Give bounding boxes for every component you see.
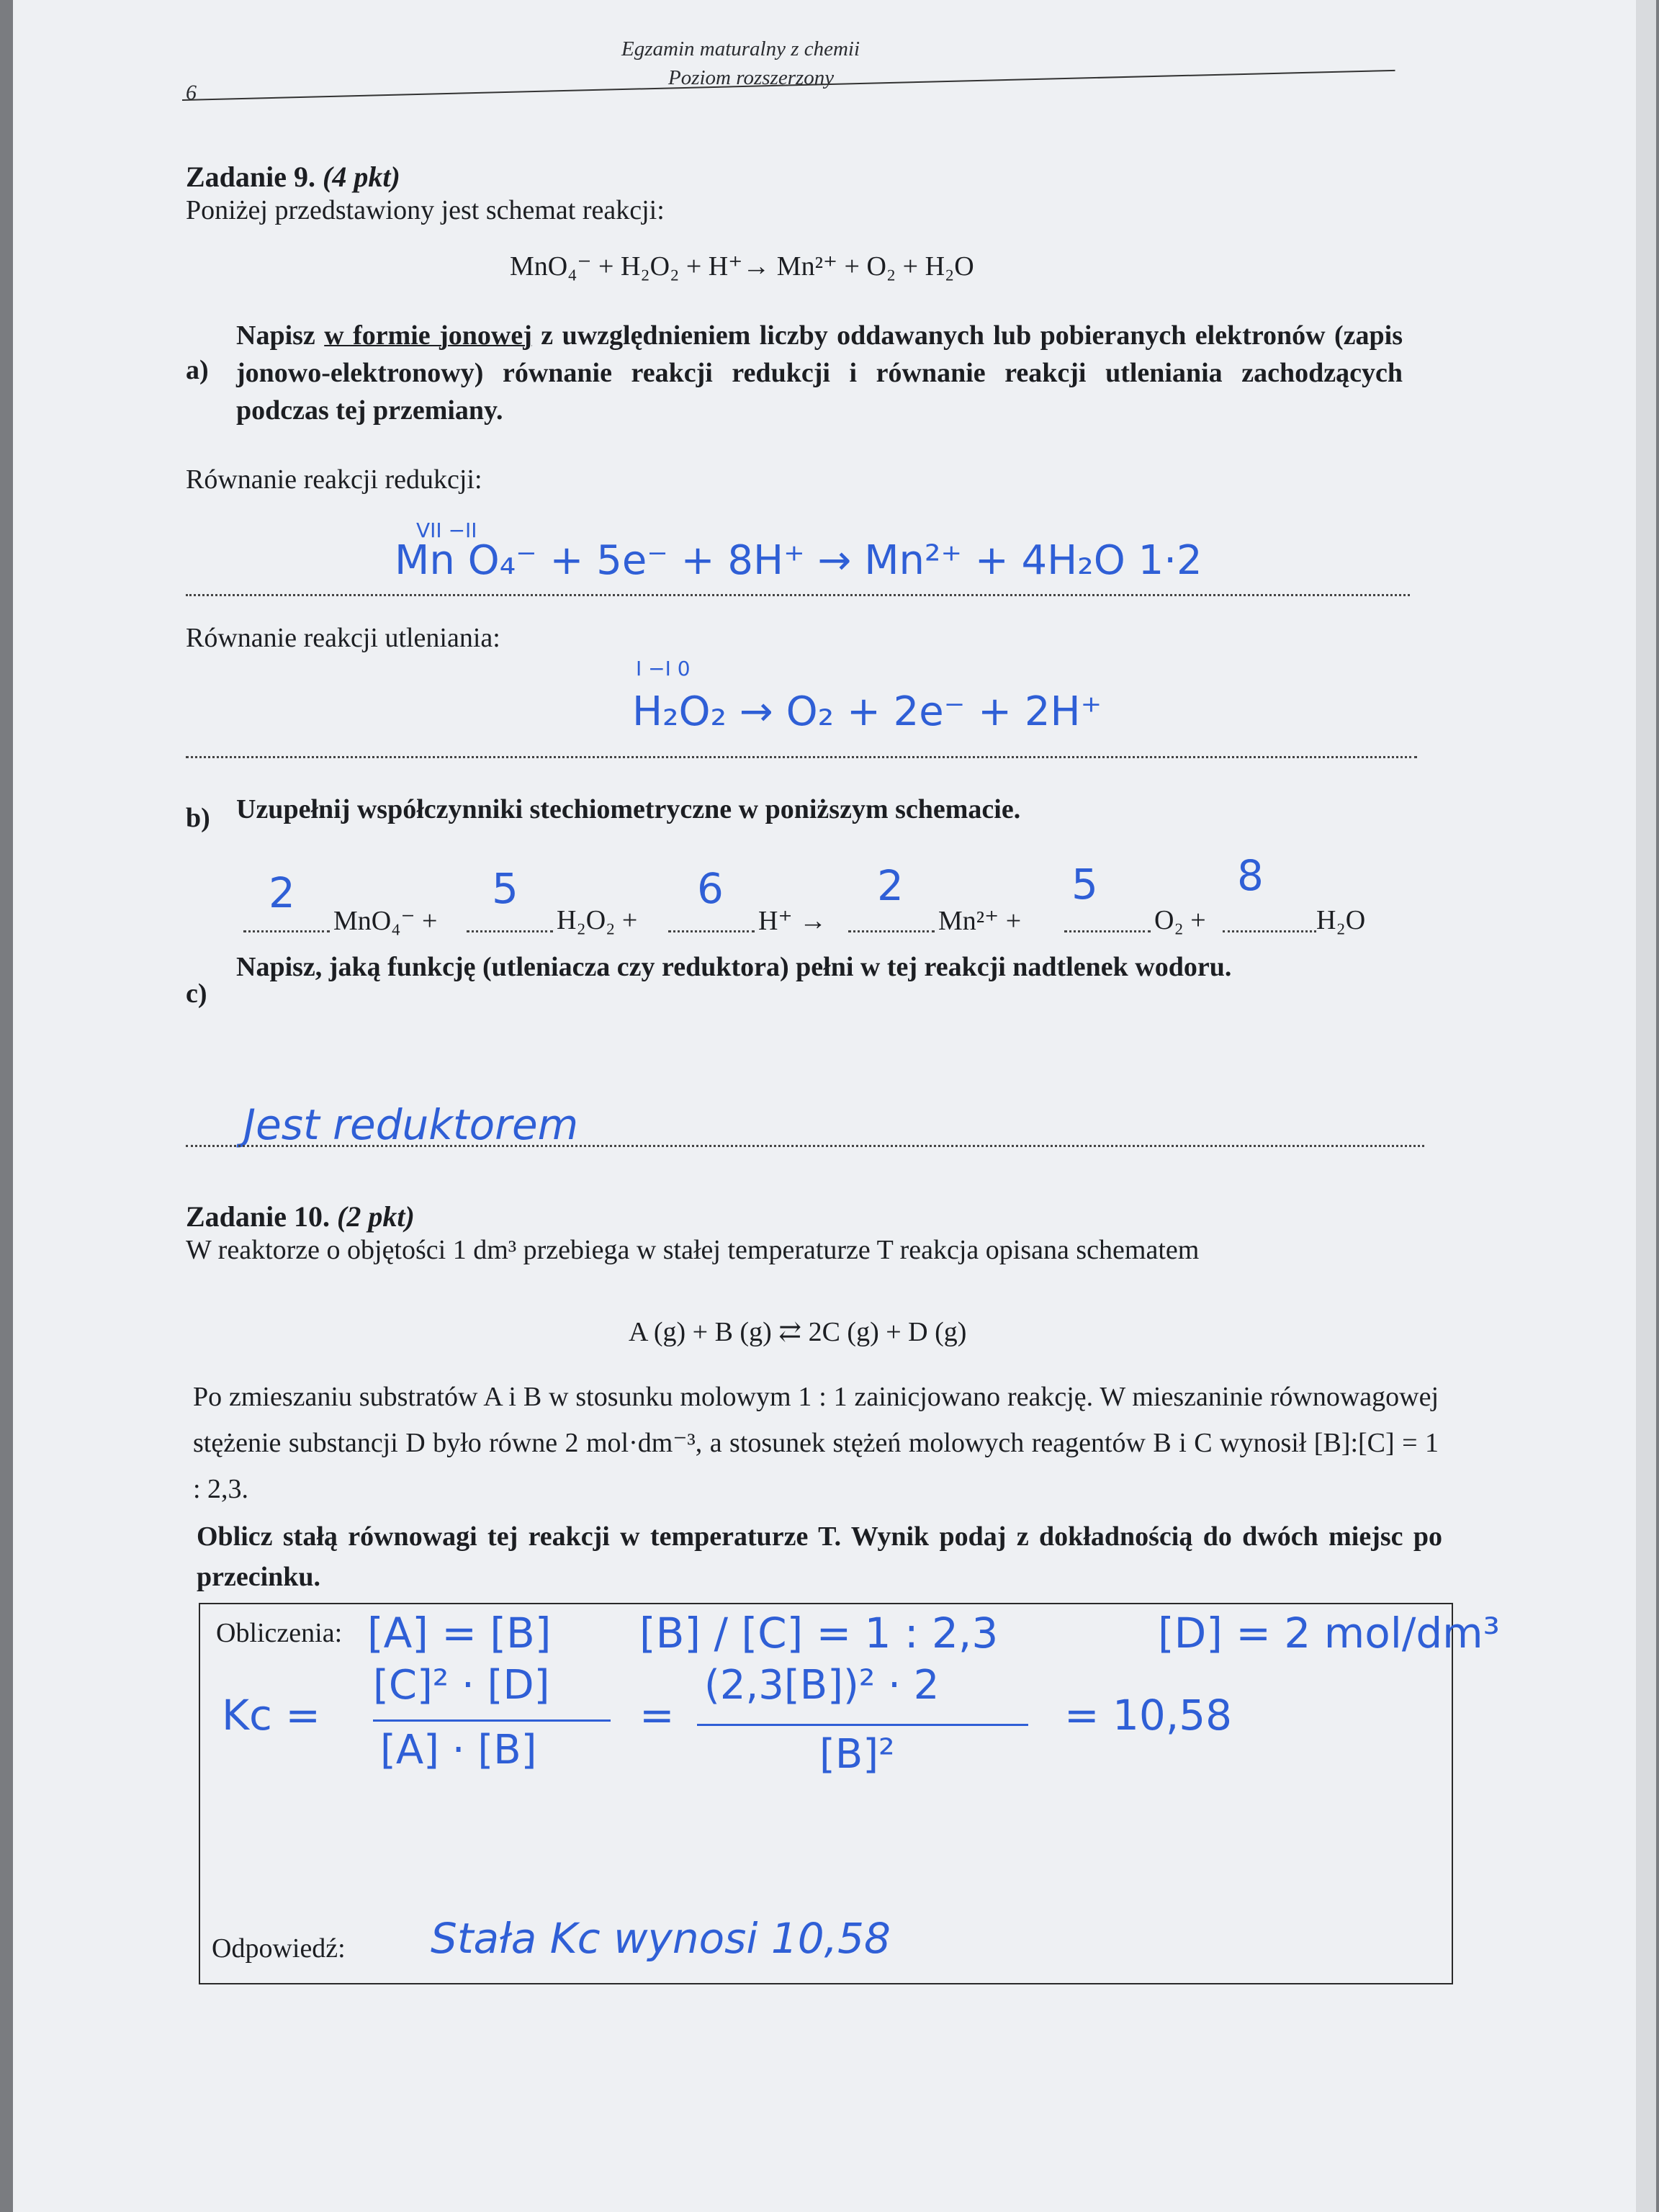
page-number: 6: [186, 81, 197, 104]
oxidation-answer-line: [186, 756, 1417, 758]
exam-title: Egzamin maturalny z chemii: [621, 37, 860, 60]
c-answer: Jest reduktorem: [243, 1100, 579, 1149]
coef-blank-mno4: [243, 930, 330, 932]
reduction-answer-line: [186, 594, 1410, 596]
oxidation-answer: H₂O₂ → O₂ + 2e⁻ + 2H⁺: [632, 688, 1102, 735]
reduction-oxidation-states: VII −II: [416, 518, 477, 542]
kc-substituted-denominator: [B]²: [819, 1731, 895, 1778]
task10-conditions: Po zmieszaniu substratów A i B w stosunku molowym 1 : 1 zainicjowano reakcję. W mieszaninie równowagowej stężenie substancji D było równe 2 mol·dm⁻³, a stosunek stężeń molowych reagentów B i C wynosił [B]:[C] = 1 : 2,3.: [193, 1382, 1439, 1504]
coef-blank-h2o2: [467, 930, 553, 932]
task10-reaction: A (g) + B (g) ⇄ 2C (g) + D (g): [629, 1317, 967, 1347]
equals-sign: =: [639, 1691, 675, 1740]
coef-blank-o2: [1064, 930, 1151, 932]
final-answer: Stała Kc wynosi 10,58: [431, 1914, 891, 1963]
oxidation-oxidation-states: I −I 0: [636, 657, 691, 680]
species-mno4: MnO₄⁻ +: [333, 906, 438, 936]
exam-level: Poziom rozszerzony: [668, 66, 835, 89]
task9-c-label: c): [186, 979, 207, 1009]
calc-d-concentration: [D] = 2 mol/dm³: [1158, 1609, 1500, 1658]
species-h: H⁺ →: [758, 906, 827, 936]
task9-intro: Poniżej przedstawiony jest schemat reakcji:: [186, 195, 665, 225]
kc-substituted-numerator: (2,3[B])² · 2: [704, 1662, 940, 1709]
calculations-label: Obliczenia:: [216, 1618, 343, 1648]
kc-numerator: [C]² · [D]: [373, 1662, 550, 1709]
c-answer-line: [186, 1145, 1424, 1147]
answer-label: Odpowiedź:: [212, 1933, 346, 1964]
reduction-label: Równanie reakcji redukcji:: [186, 464, 482, 495]
kc-substituted-fraction-bar: [697, 1724, 1028, 1726]
reduction-answer: Mn O₄⁻ + 5e⁻ + 8H⁺ → Mn²⁺ + 4H₂O 1·2: [395, 537, 1202, 584]
exam-page: [13, 0, 1642, 2212]
kc-symbol: Kc =: [222, 1691, 320, 1740]
calc-a-equals-b: [A] = [B]: [367, 1609, 552, 1658]
coef-mn: 2: [877, 861, 904, 910]
a-text-start: Napisz: [236, 320, 315, 351]
coefficient-scheme: [236, 851, 1417, 940]
task9-b-instruction: Uzupełnij współczynniki stechiometryczne w poniższym schemacie.: [236, 794, 1021, 824]
coef-h: 6: [697, 864, 724, 913]
species-o2: O₂ +: [1154, 905, 1206, 935]
calculation-box: [199, 1603, 1500, 1984]
kc-denominator: [A] · [B]: [380, 1727, 537, 1773]
task9-reaction: MnO₄⁻ + H₂O₂ + H⁺→ Mn²⁺ + O₂ + H₂O: [510, 251, 974, 282]
coef-o2: 5: [1071, 860, 1098, 909]
task10-title: Zadanie 10.: [186, 1200, 331, 1233]
coef-blank-mn: [848, 930, 935, 932]
task9-a-instruction: [236, 317, 1403, 429]
coef-blank-h2o: [1223, 930, 1316, 932]
kc-fraction-bar: [373, 1719, 611, 1722]
task9-b-label: b): [186, 803, 210, 833]
kc-result: = 10,58: [1064, 1691, 1233, 1740]
species-h2o: H₂O: [1316, 905, 1366, 935]
a-text-end: z uwzględnieniem liczby oddawanych lub pobieranych elektronów (zapis jonowo-elektronowy) równanie reakcji redukcji i równanie reakcji utleniania zachodzących podczas tej przemiany.: [236, 320, 1403, 426]
calc-ratio: [B] / [C] = 1 : 2,3: [639, 1609, 999, 1658]
task9-title: Zadanie 9.: [186, 161, 316, 193]
species-mn: Mn²⁺ +: [938, 906, 1022, 936]
coef-h2o2: 5: [492, 864, 518, 913]
task9-a-label: a): [186, 355, 209, 385]
coef-h2o: 8: [1237, 851, 1264, 900]
task10-instruction: Oblicz stałą równowagi tej reakcji w temperaturze T. Wynik podaj z dokładnością do dwóch miejsc po przecinku.: [197, 1521, 1442, 1592]
coef-blank-h: [668, 930, 755, 932]
task10-points: (2 pkt): [337, 1200, 415, 1233]
task9-c-instruction: Napisz, jaką funkcję (utleniacza czy reduktora) pełni w tej reakcji nadtlenek wodoru.: [236, 952, 1232, 982]
a-text-underlined: w formie jonowej: [324, 320, 532, 351]
task9-points: (4 pkt): [323, 161, 400, 193]
coef-mno4: 2: [269, 868, 295, 917]
oxidation-label: Równanie reakcji utleniania:: [186, 623, 500, 653]
task10-intro: W reaktorze o objętości 1 dm³ przebiega w stałej temperaturze T reakcja opisana schematem: [186, 1235, 1200, 1265]
species-h2o2: H₂O₂ +: [557, 905, 638, 935]
